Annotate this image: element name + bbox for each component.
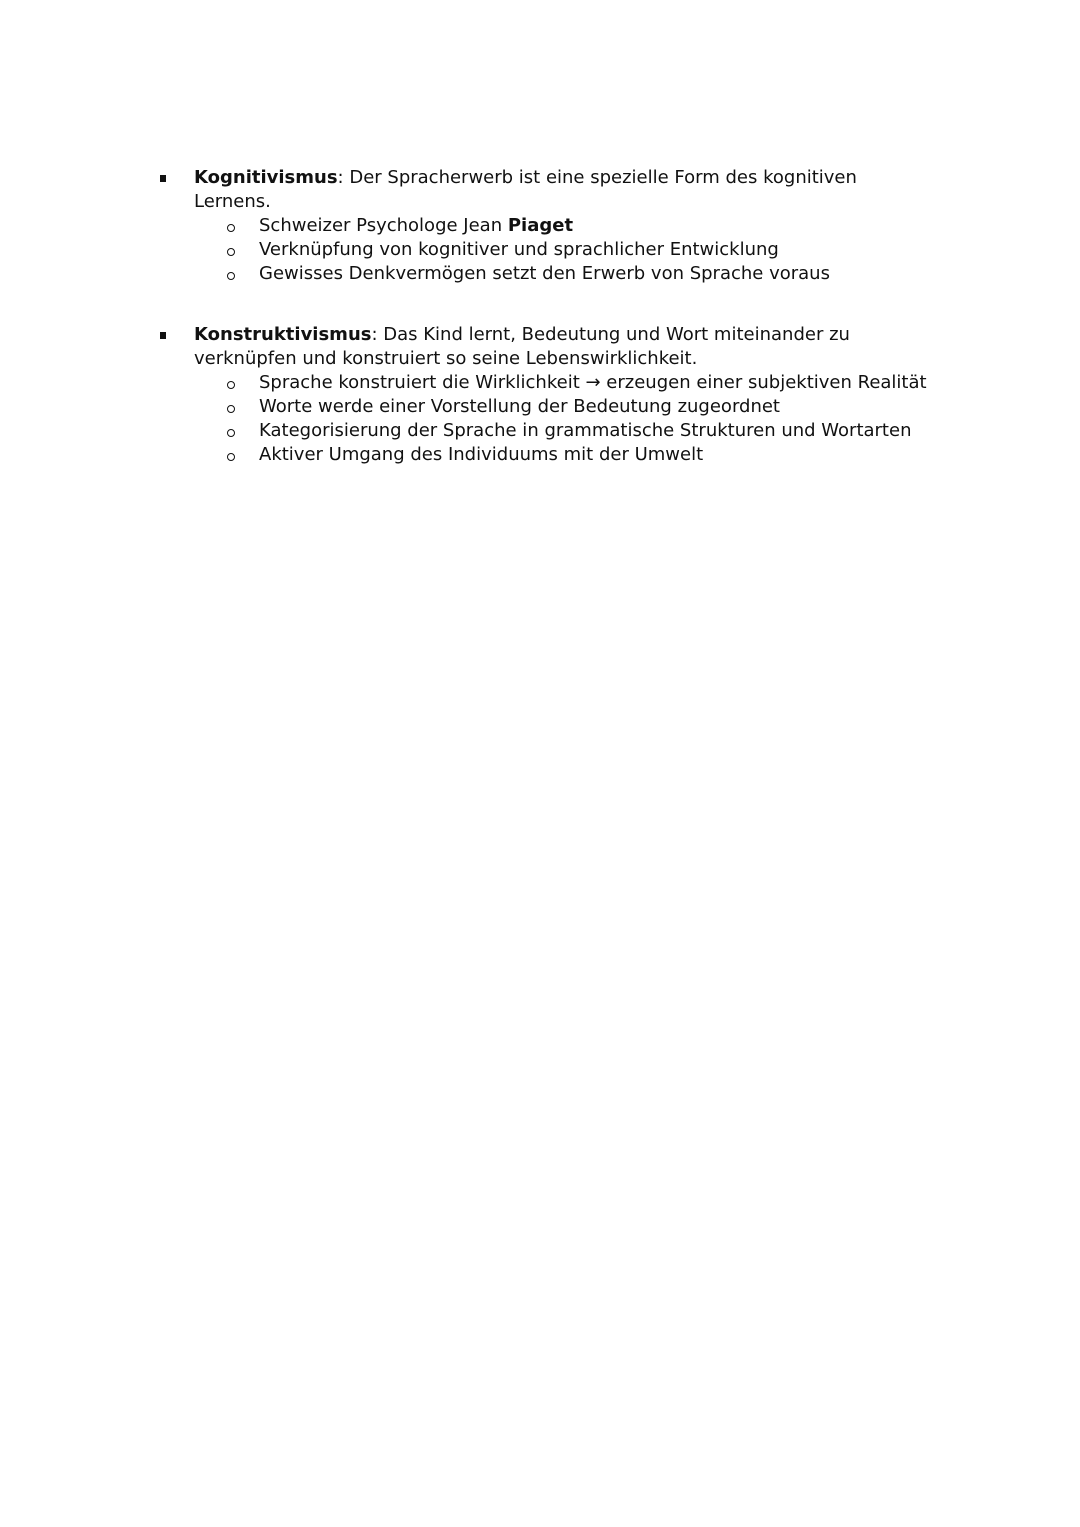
list-item-text: Gewisses Denkvermögen setzt den Erwerb von Sprache voraus (259, 263, 830, 284)
list-item-text: Verknüpfung von kognitiver und sprachlicher Entwicklung (259, 239, 779, 260)
list-item (0, 262, 1080, 286)
sub-list (0, 214, 1080, 286)
circle-bullet-icon (227, 224, 235, 232)
list-item-text: Aktiver Umgang des Individuums mit der Umwelt (259, 444, 704, 465)
list-item-bold: Piaget (507, 215, 574, 236)
circle-bullet-icon (227, 405, 235, 413)
list-item (0, 443, 1080, 467)
list-item (0, 214, 1080, 238)
list-item (0, 395, 1080, 419)
circle-bullet-icon (227, 453, 235, 461)
list-item (0, 238, 1080, 262)
section-term: Kognitivismus (194, 167, 338, 188)
list-item-text: Sprache konstruiert die Wirklichkeit → erzeugen einer subjektiven Realität (259, 372, 927, 393)
section-definition: : Das Kind lernt, Bedeutung und Wort miteinander zu verknüpfen und konstruiert so seine Lebenswirklichkeit. (194, 324, 850, 369)
circle-bullet-icon (227, 381, 235, 389)
section-paragraph (194, 166, 914, 214)
section-definition: : Der Spracherwerb ist eine spezielle Form des kognitiven Lernens. (194, 167, 857, 212)
list-item-plain: Schweizer Psychologe Jean (259, 215, 508, 236)
square-bullet-icon (160, 175, 166, 182)
circle-bullet-icon (227, 248, 235, 256)
list-item (0, 371, 1080, 395)
section-term: Konstruktivismus (194, 324, 372, 345)
circle-bullet-icon (227, 429, 235, 437)
sub-list (0, 371, 1080, 467)
list-item (0, 419, 1080, 443)
section-paragraph (194, 323, 914, 371)
list-item-text (259, 214, 573, 238)
list-item-text: Worte werde einer Vorstellung der Bedeutung zugeordnet (259, 396, 780, 417)
square-bullet-icon (160, 332, 166, 339)
circle-bullet-icon (227, 272, 235, 280)
list-item-text: Kategorisierung der Sprache in grammatische Strukturen und Wortarten (259, 420, 912, 441)
